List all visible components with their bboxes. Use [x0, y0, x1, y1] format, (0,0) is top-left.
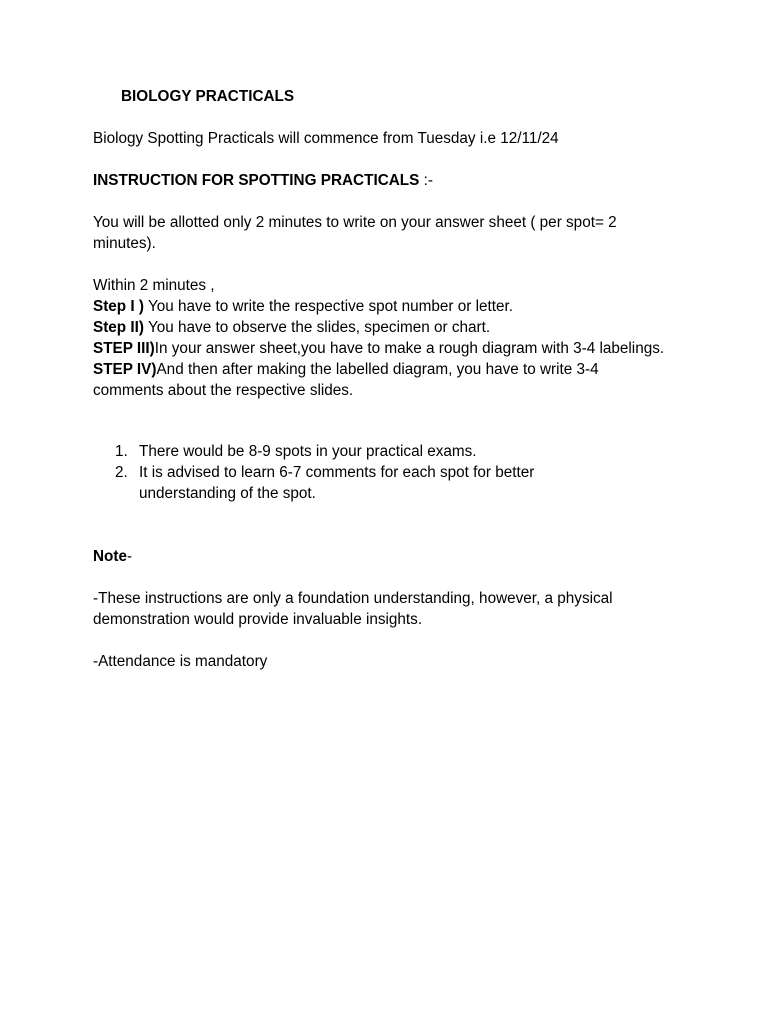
instruction-heading — [93, 170, 693, 191]
list-item — [115, 462, 589, 504]
step-text: You have to observe the slides, specimen or chart. — [144, 319, 491, 336]
note-text: -Attendance is mandatory — [93, 653, 268, 670]
numbered-list — [93, 441, 699, 504]
note-label: Note — [93, 548, 127, 565]
note-heading — [93, 546, 693, 567]
page-title: BIOLOGY PRACTICALS — [121, 88, 295, 105]
step-text: You have to write the respective spot number or letter. — [144, 298, 514, 315]
instruction-heading-suffix: :- — [419, 172, 433, 189]
within-text: Within 2 minutes , — [93, 277, 215, 294]
list-item-text: There would be 8-9 spots in your practical exams. — [139, 443, 477, 460]
step-item — [93, 338, 673, 359]
step-label: STEP III) — [93, 340, 155, 357]
note-text: -These instructions are only a foundation understanding, however, a physical demonstration would provide invaluable insights. — [93, 590, 613, 628]
instruction-heading-label: INSTRUCTION FOR SPOTTING PRACTICALS — [93, 172, 420, 189]
step-label: Step II) — [93, 319, 144, 336]
step-text: And then after making the labelled diagram, you have to write 3-4 comments about the respective slides. — [93, 361, 599, 399]
list-item-number: 1. — [115, 443, 128, 460]
note-suffix: - — [127, 548, 133, 565]
list-item-number: 2. — [115, 464, 128, 481]
intro-text: Biology Spotting Practicals will commence from Tuesday i.e 12/11/24 — [93, 130, 559, 147]
step-item — [93, 296, 673, 317]
step-item — [93, 317, 673, 338]
step-item — [93, 359, 673, 401]
list-item — [115, 441, 699, 462]
allotted-time-text: You will be allotted only 2 minutes to write on your answer sheet ( per spot= 2 minutes). — [93, 214, 617, 252]
steps-block — [93, 275, 673, 401]
step-text: In your answer sheet,you have to make a rough diagram with 3-4 labelings. — [154, 340, 665, 357]
list-item-text: It is advised to learn 6-7 comments for each spot for better understanding of the spot. — [139, 464, 535, 502]
step-label: STEP IV) — [93, 361, 157, 378]
step-label: Step I ) — [93, 298, 144, 315]
